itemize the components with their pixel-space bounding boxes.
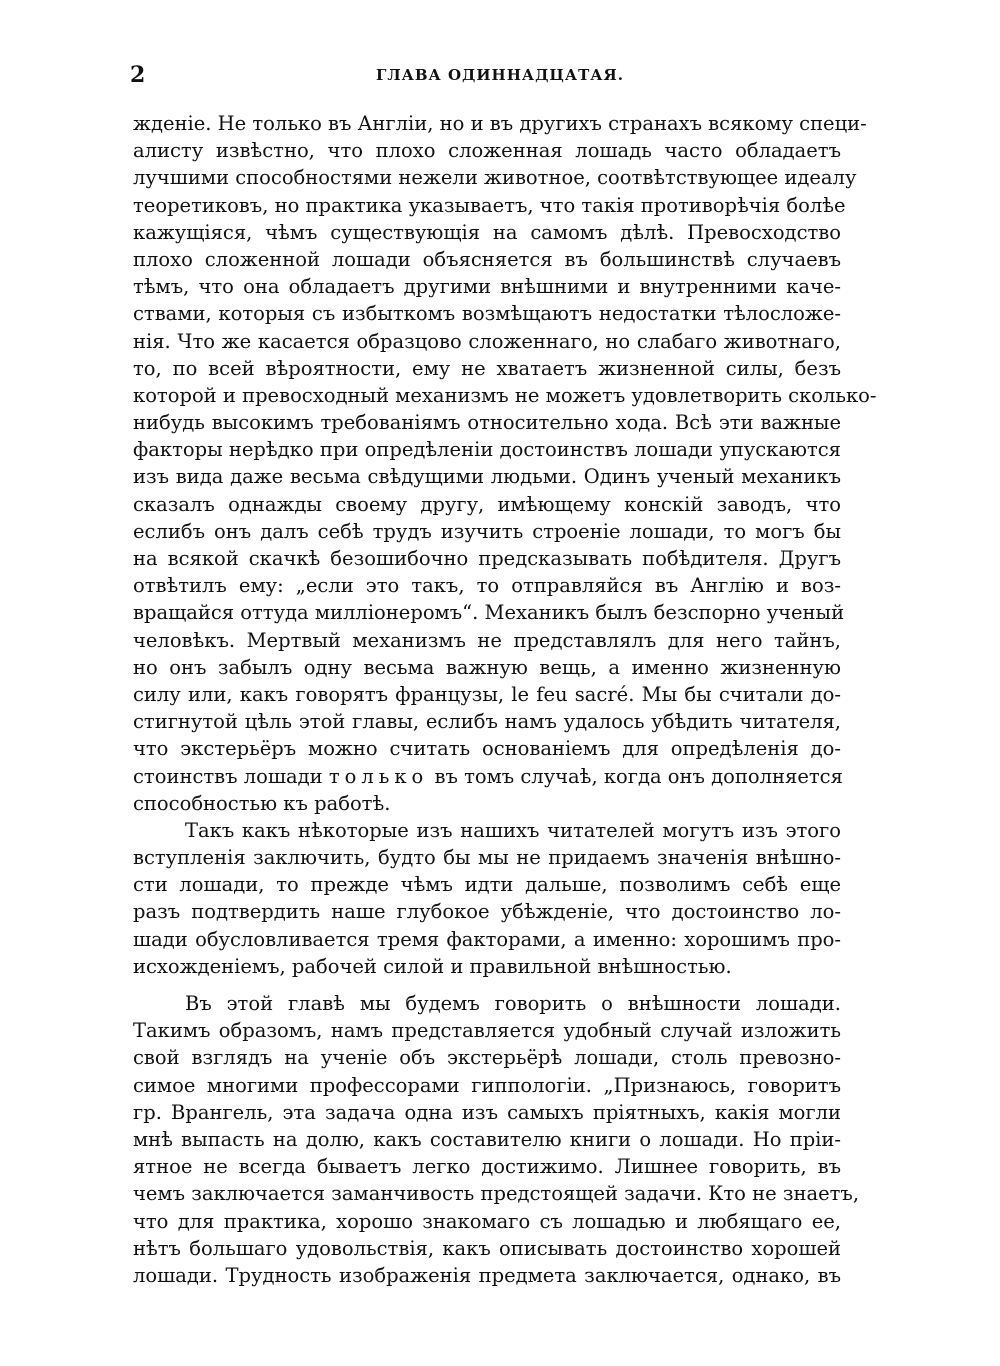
text-line: нія. Что же касается образцово сложеннаго, но слабаго животнаго, (133, 329, 841, 353)
text-line: алисту извѣстно, что плохо сложенная лошадь часто обладаетъ (133, 139, 841, 163)
text-line: что для практика, хорошо знакомаго съ лошадью и любящаго ее, (133, 1209, 841, 1233)
running-head: ГЛАВА ОДИННАДЦАТАЯ. (376, 66, 624, 84)
text-fragment: стоинствъ лошади (133, 764, 329, 788)
text-line: способностью къ работѣ. (133, 791, 391, 815)
text-line: еслибъ онъ далъ себѣ трудъ изучить строеніе лошади, то могъ бы (133, 519, 841, 543)
page-number: 2 (130, 62, 146, 88)
text-line (133, 763, 841, 790)
text-line: вступленія заключить, будто бы мы не придаемъ значенія внѣшно- (133, 846, 841, 870)
text-line: плохо сложенной лошади объясняется въ большинствѣ случаевъ (133, 247, 841, 271)
text-line: стигнутой цѣль этой главы, еслибъ намъ удалось убѣдить читателя, (133, 710, 841, 734)
text-line: симое многими профессорами гиппологіи. „Признаюсь, говоритъ (133, 1073, 841, 1097)
text-line: которой и превосходный механизмъ не можетъ удовлетворить сколько- (133, 383, 877, 407)
text-line: отвѣтилъ ему: „если это такъ, то отправляйся въ Англію и воз- (133, 574, 841, 598)
text-line: сти лошади, то прежде чѣмъ идти дальше, позволимъ себѣ еще (133, 873, 841, 897)
text-line: изъ вида даже весьма свѣдущими людьми. Одинъ ученый механикъ (133, 465, 841, 489)
body-text (133, 110, 877, 1289)
text-line: то, по всей вѣроятности, ему не хватаетъ жизненной силы, безъ (133, 356, 841, 380)
text-line: человѣкъ. Мертвый механизмъ не представлялъ для него тайнъ, (133, 628, 841, 652)
text-line: на всякой скачкѣ безошибочно предсказывать побѣдителя. Другъ (133, 547, 841, 570)
text-line: силу или, какъ говорятъ французы, le feu sacré. Мы бы считали до- (133, 682, 841, 706)
text-line: жденіе. Не только въ Англіи, но и въ другихъ странахъ всякому специ- (133, 112, 867, 135)
text-line: свой взглядъ на ученіе объ экстерьёрѣ лошади, столь превозно- (133, 1046, 841, 1070)
text-line: исхожденіемъ, рабочей силой и правильной внѣшностью. (133, 954, 732, 978)
paragraph-1 (133, 110, 877, 817)
text-line: лучшими способностями нежели животное, соотвѣтствующее идеалу (133, 166, 857, 190)
text-line: факторы нерѣдко при опредѣленіи достоинствъ лошади упускаются (133, 438, 841, 462)
text-line: чемъ заключается заманчивость предстоящей задачи. Кто не знаетъ, (133, 1182, 860, 1206)
text-line: нѣтъ большаго удовольствія, какъ описывать достоинство хорошей (133, 1236, 841, 1260)
text-line: гр. Врангель, эта задача одна изъ самыхъ пріятныхъ, какія могли (133, 1100, 841, 1124)
paragraph-2 (133, 817, 841, 980)
text-fragment: въ томъ случаѣ, когда онъ дополняется (428, 764, 843, 788)
text-line: кажущіяся, чѣмъ существующія на самомъ дѣлѣ. Превосходство (133, 220, 841, 244)
paragraph-gap (133, 980, 841, 990)
text-line: Такимъ образомъ, намъ представляется удобный случай изложить (133, 1019, 841, 1043)
paragraph-3 (133, 990, 860, 1289)
text-line: мнѣ выпасть на долю, какъ составителю книги о лошади. Но пріи- (133, 1127, 841, 1151)
text-line: нибудь высокимъ требованіямъ относительно хода. Всѣ эти важные (133, 411, 841, 435)
text-line: шади обусловливается тремя факторами, а именно: хорошимъ про- (133, 927, 841, 951)
text-line: но онъ забылъ одну весьма важную вещь, а именно жизненную (133, 655, 841, 679)
text-line: разъ подтвердить наше глубокое убѣжденіе, что достоинство ло- (133, 900, 841, 924)
text-line: ствами, которыя съ избыткомъ возмѣщаютъ недостатки тѣлосложе- (133, 302, 841, 326)
text-line: что экстерьёръ можно считать основаніемъ для опредѣленія до- (133, 737, 841, 761)
text-line: Въ этой главѣ мы будемъ говорить о внѣшности лошади. (185, 992, 841, 1015)
text-line: тѣмъ, что она обладаетъ другими внѣшними и внутренними каче- (133, 275, 841, 299)
text-line: ятное не всегда бываетъ легко достижимо. Лишнее говорить, въ (133, 1155, 841, 1179)
emphasized-word: только (328, 764, 429, 788)
text-line: лошади. Трудность изображенія предмета заключается, однако, въ (133, 1263, 841, 1287)
text-line: Такъ какъ нѣкоторые изъ нашихъ читателей могутъ изъ этого (185, 818, 841, 842)
text-line: сказалъ однажды своему другу, имѣющему конскій заводъ, что (133, 492, 841, 516)
text-line: теоретиковъ, но практика указываетъ, что такія противорѣчія болѣе (133, 193, 846, 217)
text-line: вращайся оттуда милліонеромъ“. Механикъ былъ безспорно ученый (133, 601, 845, 625)
